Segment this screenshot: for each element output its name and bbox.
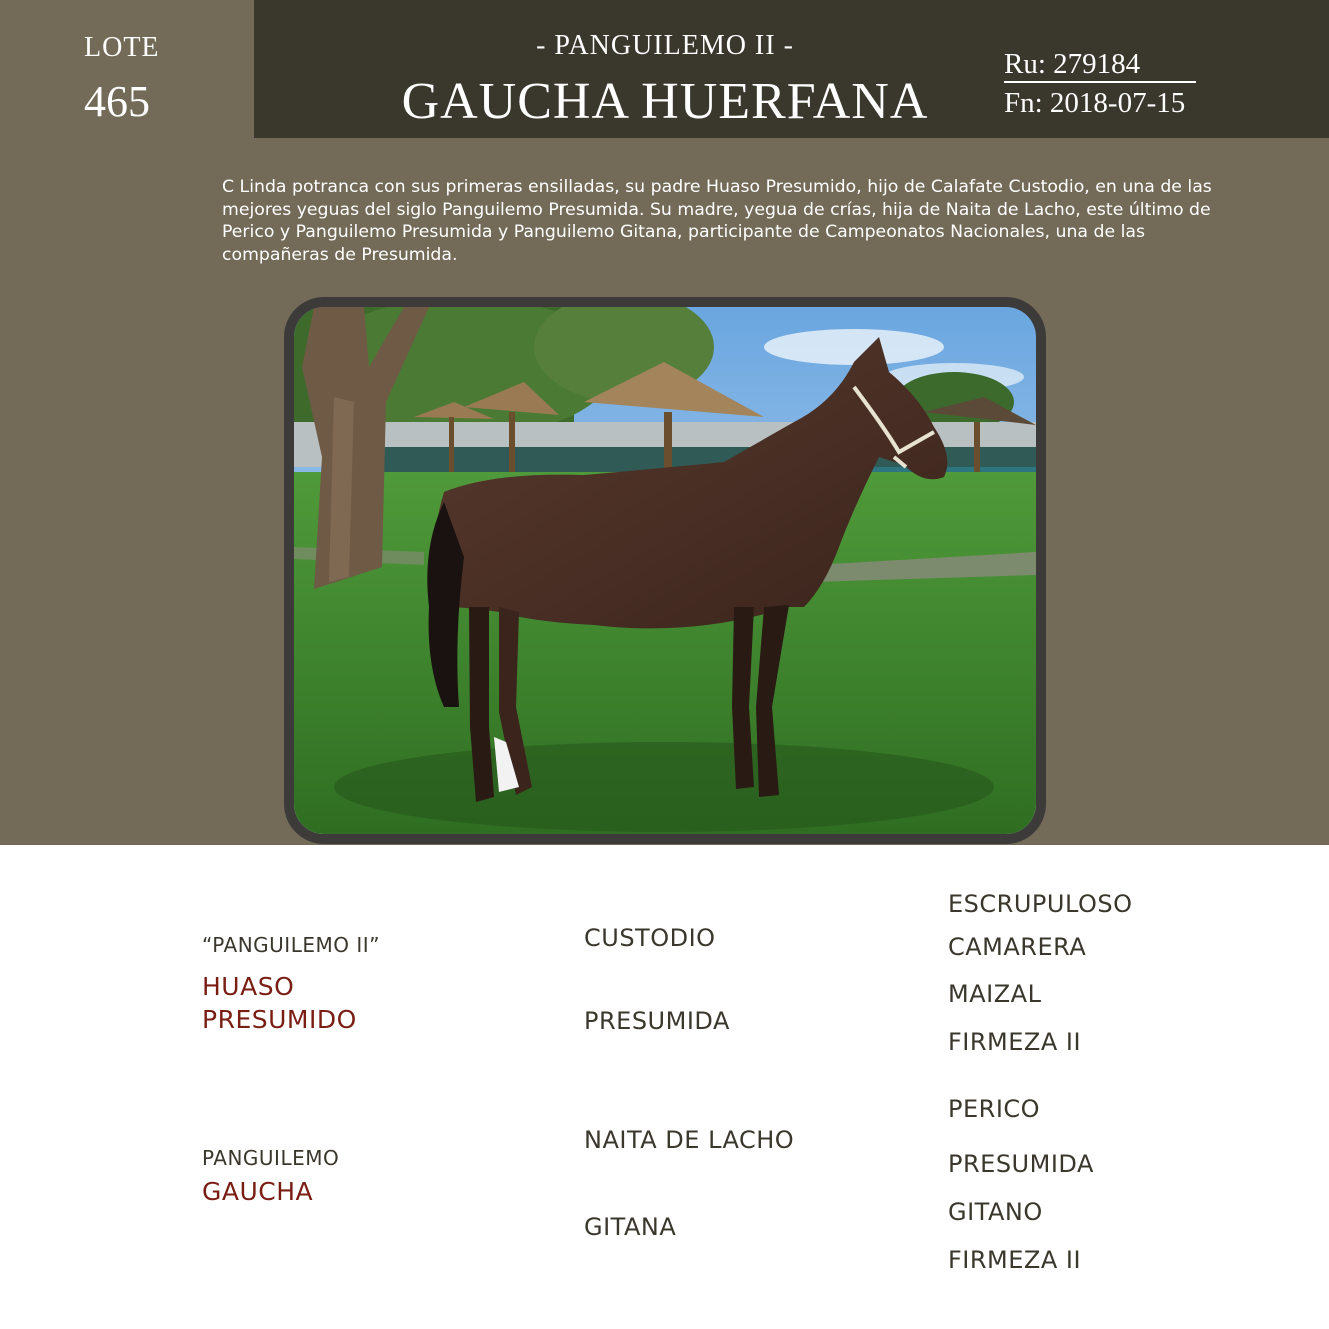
sire-sire: CUSTODIO [584,924,716,952]
registration-number: Ru: 279184 [1004,48,1196,83]
great-grandparent-7: GITANO [948,1198,1043,1226]
sire-dam: PRESUMIDA [584,1007,730,1035]
dam-dam: GITANA [584,1213,677,1241]
horse-description: C Linda potranca con sus primeras ensilladas, su padre Huaso Presumido, hijo de Calafate Custodio, en una de las mejores yeguas del siglo Panguilemo Presumida. Su madre, yegua de crías, hija de Naita de Lacho, este último de Perico y Panguilemo Presumida y Panguilemo Gitana, participante de Campeonatos Nacionales, una de las compañeras de Presumida. [222,177,1212,265]
dam-name: GAUCHA [202,1177,314,1206]
birth-date: Fn: 2018-07-15 [1004,87,1186,119]
dam-sire: NAITA DE LACHO [584,1126,795,1154]
horse-name: GAUCHA HUERFANA [401,73,929,130]
great-grandparent-4: FIRMEZA II [948,1028,1082,1056]
horse-photo [294,307,1036,834]
sire-prefix: “PANGUILEMO II” [202,933,380,957]
great-grandparent-1: ESCRUPULOSO [948,890,1133,918]
great-grandparent-8: FIRMEZA II [948,1246,1082,1274]
sire-name-line2: PRESUMIDO [202,1005,357,1034]
breeder-name: - PANGUILEMO II - [536,30,794,61]
great-grandparent-3: MAIZAL [948,980,1042,1008]
great-grandparent-6: PRESUMIDA [948,1150,1094,1178]
great-grandparent-2: CAMARERA [948,933,1087,961]
great-grandparent-5: PERICO [948,1095,1041,1123]
lot-label: LOTE [84,32,160,63]
lot-number: 465 [84,77,150,126]
sire-name-line1: HUASO [202,972,295,1001]
dam-prefix: PANGUILEMO [202,1146,340,1170]
